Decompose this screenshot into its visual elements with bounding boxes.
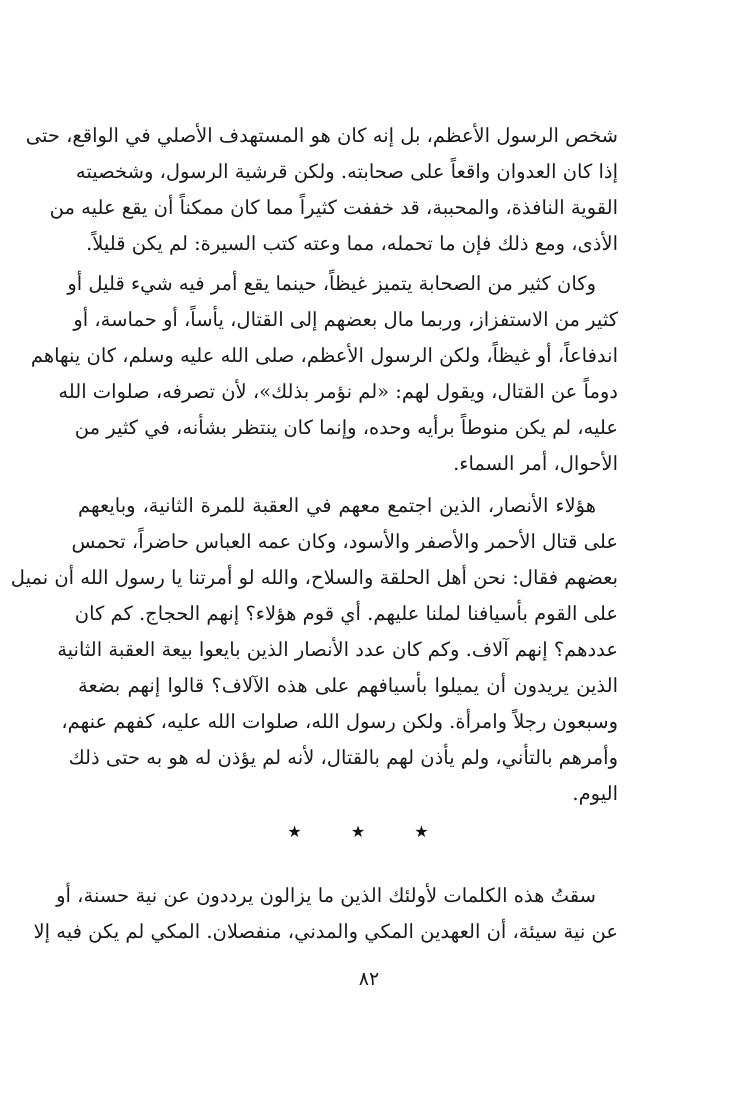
text-line: شخص الرسول الأعظم، بل إنه كان هو المستهدف الأصلي في الواقع، حتى [25,124,618,147]
text-line: هؤلاء الأنصار، الذين اجتمع معهم في العقبة للمرة الثانية، وبايعهم [78,494,596,517]
text-line: كثير من الاستفزاز، وربما مال بعضهم إلى القتال، يأساً، أو حماسة، أو [73,308,618,331]
text-line: الذين يريدون أن يميلوا بأسيافهم على هذه الآلاف؟ قالوا إنهم بضعة [78,674,618,697]
text-line: اليوم. [572,782,618,805]
text-line: عن نية سيئة، أن العهدين المكي والمدني، منفصلان. المكي لم يكن فيه إلا [33,920,618,943]
text-line: دوماً عن القتال، ويقول لهم: «لم نؤمر بذلك»، لأن تصرفه، صلوات الله [58,380,618,403]
text-line: اندفاعاً، أو غيظاً، ولكن الرسول الأعظم، صلى الله عليه وسلم، كان ينهاهم [30,344,618,367]
paragraph-4 [33,878,618,950]
text-line: وسبعون رجلاً وامرأة. ولكن رسول الله، صلوات الله عليه، كفهم عنهم، [61,710,618,733]
text-line: عددهم؟ إنهم آلاف. وكم كان عدد الأنصار الذين بايعوا بيعة العقبة الثانية [57,638,618,661]
paragraph-3 [10,488,618,812]
text-line: على القوم بأسيافنا لملنا عليهم. أي قوم هؤلاء؟ إنهم الحجاج. كم كان [74,602,618,625]
paragraph-2 [30,266,618,482]
section-separator: ★ ★ ★ [287,822,451,841]
text-line: وأمرهم بالتأني، ولم يأذن لهم بالقتال، لأنه لم يؤذن له هو به حتى ذلك [68,746,618,769]
text-line: عليه، لم يكن منوطاً برأيه وحده، وإنما كان ينتظر بشأنه، في كثير من [74,416,618,439]
text-line: إذا كان العدوان واقعاً على صحابته. ولكن قرشية الرسول، وشخصيته [75,160,618,183]
text-line: وكان كثير من الصحابة يتميز غيظاً، حينما يقع أمر فيه شيء قليل أو [67,272,596,295]
text-line: الأذى، ومع ذلك فإن ما تحمله، مما وعته كتب السيرة: لم يكن قليلاً. [86,232,618,255]
text-line: القوية النافذة، والمحببة، قد خففت كثيراً مما كان ممكناً أن يقع عليه من [49,196,618,219]
text-line: الأحوال، أمر السماء. [453,452,618,475]
text-line: بعضهم فقال: نحن أهل الحلقة والسلاح، والله لو أمرتنا يا رسول الله أن نميل [10,566,618,589]
text-line: على قتال الأحمر والأصفر والأسود، وكان عمه العباس حاضراً، تحمس [71,530,618,553]
text-line: سقتُ هذه الكلمات لأولئك الذين ما يزالون يرددون عن نية حسنة، أو [56,884,596,907]
page-number: ٨٢ [358,968,380,990]
paragraph-1 [25,118,618,262]
